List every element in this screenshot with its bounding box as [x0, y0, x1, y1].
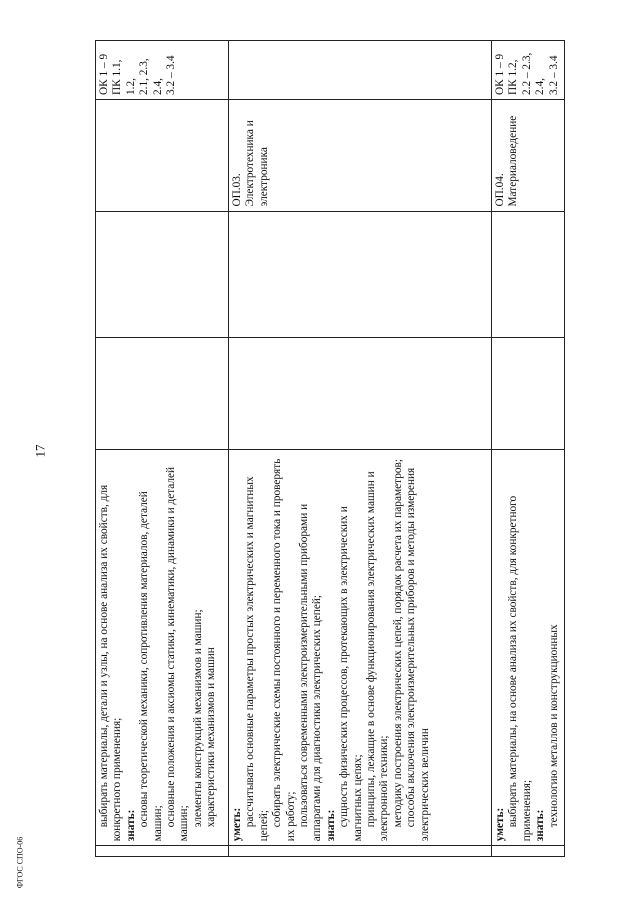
- section-heading: уметь:: [231, 807, 243, 842]
- curriculum-table: [95, 40, 565, 857]
- content-line: принципы, лежащие в основе функционирования электрических машин и электронной техники;: [365, 471, 391, 842]
- page-number: 17: [32, 444, 48, 458]
- content-line: основы теоретической механики, сопротивления материалов, деталей машин;: [138, 491, 164, 842]
- footer-code: ФГОС СПО-06: [15, 836, 25, 889]
- empty-cell: [229, 846, 492, 857]
- content-line: методику построения электрических цепей, порядок расчета их параметров;: [391, 459, 404, 828]
- content-line: способы включения электроизмерительных приборов и методы измерения электрических величин: [405, 467, 431, 842]
- discipline-cell: ОП.03. Электротехника и электроника: [229, 100, 492, 212]
- section-heading: уметь:: [494, 807, 506, 842]
- rotated-table-container: [95, 40, 583, 857]
- section-heading: знать:: [124, 809, 137, 842]
- content-line: элементы конструкций механизмов и машин;: [191, 609, 204, 828]
- content-line: пользоваться современными электроизмерительными приборами и аппаратами для диагностики электрических цепей;: [298, 503, 324, 842]
- content-cell: [492, 449, 565, 846]
- empty-cell: [492, 338, 565, 450]
- empty-cell: [229, 338, 492, 450]
- content-line: сущность физических процессов, протекающих в электрических и магнитных цепях;: [338, 506, 364, 842]
- content-line: рассчитывать основные параметры простых электрических и магнитных цепей;: [244, 476, 270, 842]
- table-row: [492, 41, 565, 857]
- empty-cell: [492, 211, 565, 338]
- content-line: собирать электрические схемы постоянного и переменного тока и проверять их работу;: [271, 458, 297, 842]
- section-heading: знать:: [534, 809, 547, 842]
- competencies-cell: [229, 41, 492, 100]
- empty-cell: [229, 211, 492, 338]
- empty-cell: [96, 211, 229, 338]
- table-row: [96, 41, 229, 857]
- section-heading: знать:: [324, 809, 337, 842]
- empty-cell: [492, 846, 565, 857]
- table-row: [229, 41, 492, 857]
- content-line: технологию металлов и конструкционных: [547, 624, 560, 828]
- competencies-cell: ОК 1 – 9 ПК 1.1, 1.2, 2.1, 2.3, 2.4, 3.2 – 3.4: [96, 41, 229, 100]
- discipline-cell: [96, 100, 229, 212]
- content-line: выбирать материалы, детали и узлы, на основе анализа их свойств, для конкретного применения;: [98, 484, 124, 842]
- empty-cell: [96, 338, 229, 450]
- content-cell: [96, 449, 229, 846]
- content-line: основные положения и аксиомы статики, кинематики, динамики и деталей машин;: [165, 466, 191, 842]
- content-line: выбирать материалы, на основе анализа их свойств, для конкретного применения;: [507, 495, 533, 842]
- content-line: характеристики механизмов и машин: [205, 647, 218, 828]
- discipline-cell: ОП.04. Материаловедение: [492, 100, 565, 212]
- empty-cell: [96, 846, 229, 857]
- competencies-cell: ОК 1 – 9 ПК 1.2, 2.2 – 2.3, 2.4, 3.2 – 3.4: [492, 41, 565, 100]
- content-cell: [229, 449, 492, 846]
